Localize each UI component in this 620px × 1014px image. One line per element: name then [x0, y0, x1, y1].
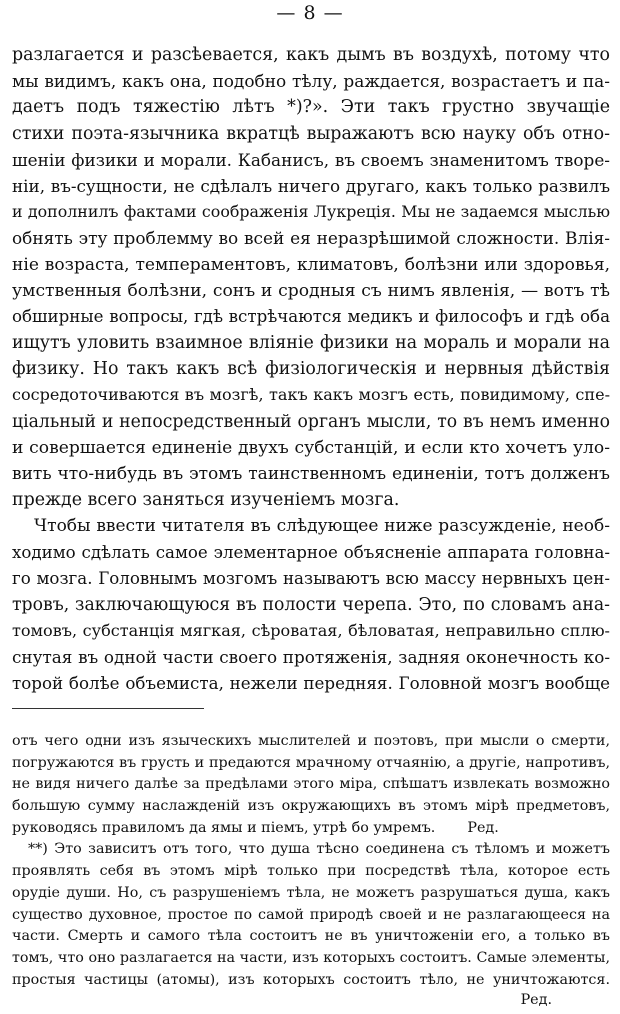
- footnote-line: проявлять себя въ этомъ мірѣ только при посредствѣ тѣла, которое есть: [12, 863, 610, 880]
- editor-signature: Ред.: [520, 992, 552, 1008]
- footnote-line: простыя частицы (атомы), изъ которыхъ состоитъ тѣло, не уничтожаются.: [12, 971, 610, 988]
- text-line: физику. Но такъ какъ всѣ физіологическія и нервныя дѣйствія: [12, 359, 610, 380]
- text-line: вить что-нибудь въ этомъ таинственномъ единеніи, тотъ долженъ: [12, 464, 610, 484]
- text-line: разлагается и разсѣевается, какъ дымъ въ воздухѣ, потому что: [12, 45, 610, 65]
- text-line: стихи поэта-язычника вкратцѣ выражаютъ всю науку объ отно-: [12, 123, 610, 144]
- text-line: ходимо сдѣлать самое элементарное объясненіе аппарата головна-: [12, 542, 610, 562]
- footnote-line: не видя ничего далѣе за предѣлами этого міра, спѣшатъ извлекать возможно: [12, 776, 610, 793]
- text-line: умственныя болѣзни, сонъ и сродныя съ нимъ явленія, — вотъ тѣ: [12, 280, 610, 301]
- footnote-line: орудіе души. Но, съ разрушеніемъ тѣла, не можетъ разрушаться душа, какъ: [12, 884, 610, 901]
- text-line: торой болѣе объемиста, нежели передняя. Головной мозгъ вообще: [12, 673, 610, 693]
- page-number: — 8 —: [276, 2, 344, 24]
- text-line: ціальный и непосредственный органъ мысли, то въ немъ именно: [12, 411, 610, 432]
- text-line: ищутъ уловить взаимное вліяніе физики на мораль и морали на: [12, 333, 610, 354]
- text-line: даетъ подъ тяжестію лѣтъ *)?». Эти такъ грустно звучащіе: [12, 97, 610, 118]
- footnote-line-with-signature: [12, 818, 610, 840]
- text-line: снутая въ одной части своего протяженія, задняя оконечность ко-: [12, 647, 610, 668]
- editor-signature: Ред.: [467, 819, 499, 836]
- footnotes: [12, 731, 610, 991]
- text-line: обширные вопросы, гдѣ встрѣчаются медикъ и философъ и гдѣ оба: [12, 306, 610, 326]
- text-line: сосредоточиваются въ мозгѣ, такъ какъ мозгъ есть, повидимому, спе-: [12, 385, 610, 405]
- text-line: го мозга. Головнымъ мозгомъ называютъ всю массу нервныхъ цен-: [12, 568, 610, 588]
- footnote-line: отъ чего одни изъ языческихъ мыслителей и поэтовъ, при мысли о смерти,: [12, 733, 610, 749]
- footnote-line: руководясь правиломъ да ямы и піемъ, утрѣ бо умремъ.: [12, 819, 436, 836]
- footnote-line: большую сумму наслажденій изъ окружающихъ въ этомъ мірѣ предметовъ,: [12, 798, 610, 815]
- text-line: Чтобы ввести читателя въ слѣдующее ниже разсужденіе, необ-: [34, 516, 610, 537]
- main-text: [12, 42, 610, 697]
- footnote-line: **) Это зависитъ отъ того, что душа тѣсно соединена съ тѣломъ и можетъ: [28, 841, 610, 858]
- footnote-line: части. Смерть и самого тѣла состоитъ не въ уничтоженіи его, а только въ: [12, 928, 610, 945]
- text-line: прежде всего заняться изученіемъ мозга.: [12, 490, 400, 511]
- footnote-divider: [12, 708, 204, 709]
- text-line: ніе возраста, темпераментовъ, климатовъ, болѣзни или здоровья,: [12, 254, 610, 275]
- footnote-line: погружаются въ грусть и предаются мрачному отчаянію, а другіе, напротивъ,: [12, 754, 610, 771]
- text-line: обнять эту проблемму во всей ея неразрѣшимой сложности. Влія-: [12, 228, 610, 249]
- text-line: мы видимъ, какъ она, подобно тѣлу, раждается, возрастаетъ и па-: [12, 71, 610, 92]
- text-line: и дополнилъ фактами соображенія Лукреція. Мы не задаемся мыслью: [12, 202, 610, 222]
- text-line: шеніи физики и морали. Кабанисъ, въ своемъ знаменитомъ творе-: [12, 149, 610, 170]
- text-line: ніи, въ-сущности, не сдѣлалъ ничего другаго, какъ только развилъ: [12, 175, 610, 196]
- text-line: и совершается единеніе двухъ субстанцій, и если кто хочетъ уло-: [12, 437, 610, 458]
- footnote-line: существо духовное, простое по самой природѣ своей и не разлагающееся на: [12, 906, 610, 923]
- text-line: тровъ, заключающуюся въ полости черепа. Это, по словамъ ана-: [12, 594, 610, 615]
- footnote-line: томъ, что оно разлагается на части, изъ которыхъ состоитъ. Самые элементы,: [12, 949, 610, 966]
- text-line: томовъ, субстанція мягкая, сѣроватая, бѣловатая, неправильно сплю-: [12, 621, 610, 641]
